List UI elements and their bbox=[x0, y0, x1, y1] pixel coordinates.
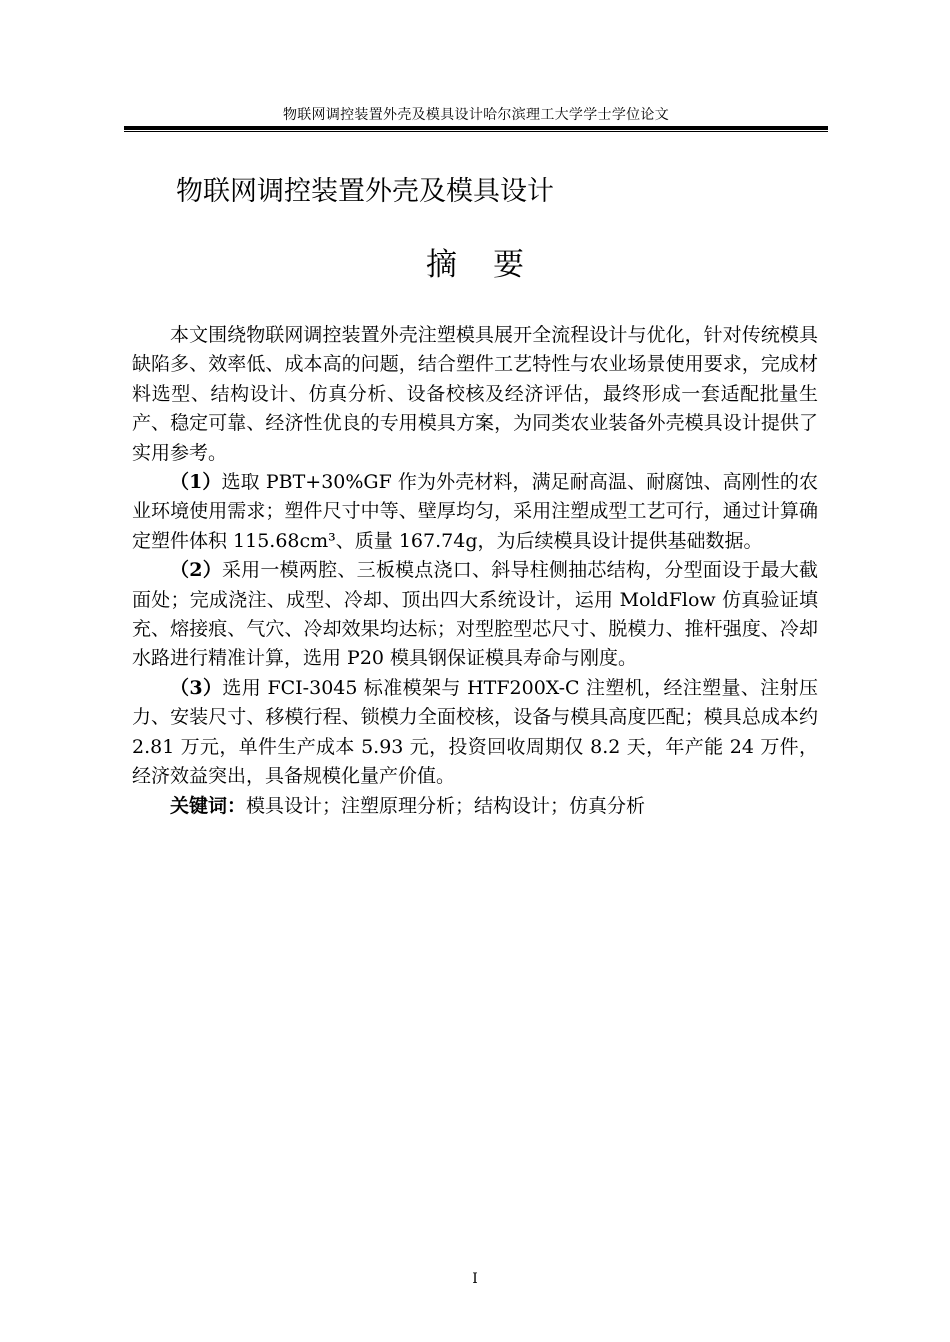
abstract-item-3-text: 选用 FCI-3045 标准模架与 HTF200X-C 注塑机，经注塑量、注射压力、安装尺寸、移模行程、锁模力全面校核，设备与模具高度匹配；模具总成本约 2.81 万元，单件生产成本 5.93 元，投资回收周期仅 8.2 天，年产能 24 万件，经济效益突出，具备规模化量产价值。 bbox=[132, 676, 819, 788]
abstract-item-1 bbox=[132, 468, 818, 556]
abstract-item-1-text: 选取 PBT+30%GF 作为外壳材料，满足耐高温、耐腐蚀、高刚性的农业环境使用需求；塑件尺寸中等、壁厚均匀，采用注塑成型工艺可行，通过计算确定塑件体积 115.68cm³、质量 167.74g，为后续模具设计提供基础数据。 bbox=[132, 471, 818, 552]
abstract-item-2 bbox=[132, 556, 818, 674]
header-double-rule bbox=[124, 126, 828, 132]
abstract-item-2-number: （2） bbox=[170, 559, 222, 582]
abstract-heading-char-2: 要 bbox=[493, 247, 524, 283]
abstract-heading-char-1: 摘 bbox=[426, 247, 457, 283]
abstract-item-2-text: 采用一模两腔、三板模点浇口、斜导柱侧抽芯结构，分型面设于最大截面处；完成浇注、成型、冷却、顶出四大系统设计，运用 MoldFlow 仿真验证填充、熔接痕、气穴、冷却效果均达标；对型腔型芯尺寸、脱模力、推杆强度、冷却水路进行精准计算，选用 P20 模具钢保证模具寿命与刚度。 bbox=[132, 559, 818, 670]
thesis-title: 物联网调控装置外壳及模具设计 bbox=[176, 176, 554, 207]
abstract-item-1-number: （1） bbox=[170, 471, 222, 494]
abstract-body bbox=[132, 321, 818, 821]
running-header: 物联网调控装置外壳及模具设计哈尔滨理工大学学士学位论文 bbox=[282, 107, 670, 123]
keywords-label: 关键词： bbox=[170, 794, 247, 817]
keywords-text: 模具设计；注塑原理分析；结构设计；仿真分析 bbox=[246, 794, 646, 817]
abstract-item-3 bbox=[132, 674, 818, 792]
keywords-line bbox=[132, 792, 818, 821]
header-rule-thin bbox=[124, 131, 828, 132]
abstract-item-3-number: （3） bbox=[170, 676, 223, 699]
abstract-heading bbox=[0, 244, 950, 286]
header-rule-thick bbox=[124, 126, 828, 130]
abstract-intro-paragraph: 本文围绕物联网调控装置外壳注塑模具展开全流程设计与优化，针对传统模具缺陷多、效率低、成本高的问题，结合塑件工艺特性与农业场景使用要求，完成材料选型、结构设计、仿真分析、设备校核及经济评估，最终形成一套适配批量生产、稳定可靠、经济性优良的专用模具方案，为同类农业装备外壳模具设计提供了实用参考。 bbox=[132, 324, 818, 464]
page-number: I bbox=[472, 1271, 478, 1287]
